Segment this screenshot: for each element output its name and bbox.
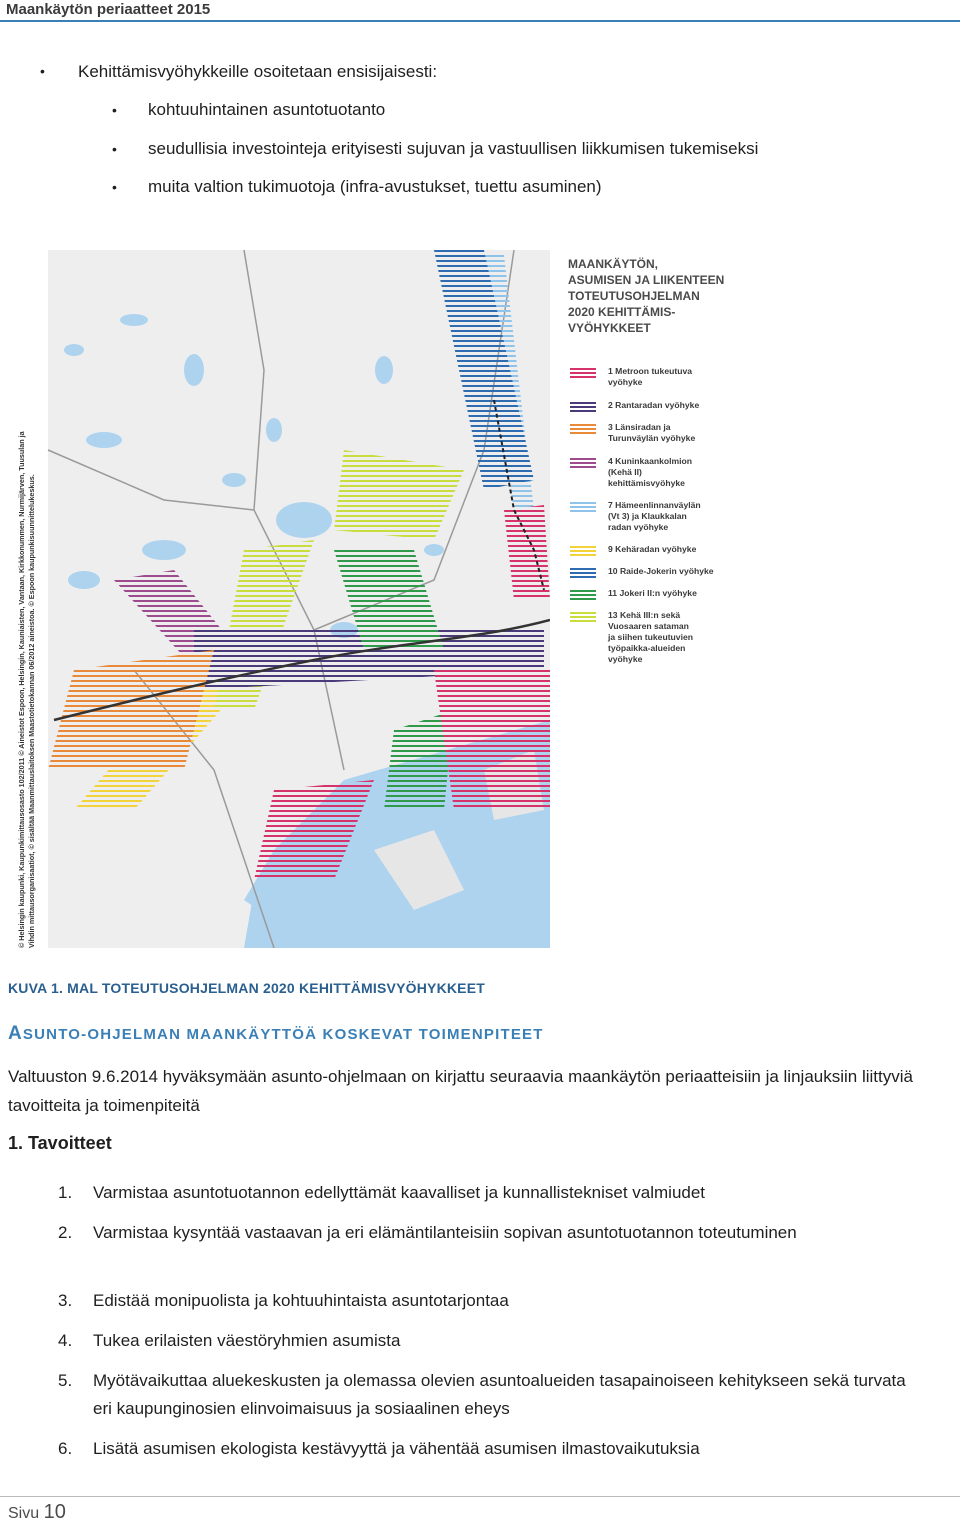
lake bbox=[222, 473, 246, 487]
goal-number: 4. bbox=[58, 1331, 73, 1350]
header-title: Maankäytön periaatteet 2015 bbox=[6, 1, 211, 18]
legend-label bbox=[608, 500, 701, 533]
legend-heading-line: MAANKÄYTÖN, bbox=[568, 257, 658, 271]
legend-label-line: työpaikka-alueiden bbox=[608, 643, 686, 653]
legend-label-line: vyöhyke bbox=[608, 654, 643, 664]
legend-label-line: (Vt 3) ja Klaukkalan bbox=[608, 511, 687, 521]
legend-label-line: vyöhyke bbox=[608, 377, 643, 387]
goal-item bbox=[58, 1287, 918, 1315]
section-heading bbox=[8, 1023, 544, 1045]
goal-number: 2. bbox=[58, 1223, 73, 1242]
credit-line-2: Vihdin mittausorganisaatiot, © sisältää Maanmittauslaitoksen Maastotietokannan 06/2012 aineistoa. © Espoon kaupunkisuunnittelukeskus. bbox=[27, 474, 36, 948]
goal-item bbox=[58, 1219, 918, 1247]
bullet-marker: • bbox=[112, 141, 117, 157]
bullet-item: Kehittämisvyöhykkeille osoitetaan ensisijaisesti: bbox=[78, 62, 438, 81]
legend-label-line: ja siihen tukeutuvien bbox=[608, 632, 694, 642]
legend-label bbox=[608, 588, 697, 599]
goal-text: Myötävaikuttaa aluekeskusten ja olemassa olevien asuntoalueiden tasapainoiseen kehitykseen sekä turvata eri kaupunginosien elinvoimaisuus ja sosiaalinen eheys bbox=[93, 1371, 906, 1418]
legend-label-line: 1 Metroon tukeutuva bbox=[608, 366, 693, 376]
legend-swatch bbox=[570, 502, 596, 512]
bullet-item: seudullisia investointeja erityisesti sujuvan ja vastuullisen liikkumisen tukemiseksi bbox=[148, 139, 759, 158]
legend-label-line: 7 Hämeenlinnanväylän bbox=[608, 500, 701, 510]
goal-item bbox=[58, 1327, 918, 1355]
legend-label-line: 11 Jokeri II:n vyöhyke bbox=[608, 588, 697, 598]
legend-swatch bbox=[570, 458, 596, 468]
bullet-item: kohtuuhintainen asuntotuotanto bbox=[148, 100, 386, 119]
legend-label-line: 4 Kuninkaankolmion bbox=[608, 456, 693, 466]
footer-rule bbox=[0, 1496, 960, 1497]
legend-heading-line: ASUMISEN JA LIIKENTEEN bbox=[568, 273, 725, 287]
legend-swatch bbox=[570, 368, 596, 378]
bullet-marker: • bbox=[112, 102, 117, 118]
legend-heading bbox=[568, 256, 768, 336]
legend-label bbox=[608, 544, 696, 555]
legend-label-line: (Kehä II) bbox=[608, 467, 642, 477]
legend-swatch bbox=[570, 402, 596, 412]
legend-label-line: Turunväylän vyöhyke bbox=[608, 433, 696, 443]
legend-heading-line: 2020 KEHITTÄMIS- bbox=[568, 305, 676, 319]
legend-label-line: 2 Rantaradan vyöhyke bbox=[608, 400, 700, 410]
map-legend bbox=[568, 256, 768, 336]
map-credit bbox=[17, 430, 36, 948]
lake bbox=[276, 502, 332, 538]
footer-label: Sivu bbox=[8, 1505, 40, 1522]
legend-label-line: kehittämisvyöhyke bbox=[608, 478, 685, 488]
goal-text: Tukea erilaisten väestöryhmien asumista bbox=[93, 1331, 401, 1350]
legend-label-line: 10 Raide-Jokerin vyöhyke bbox=[608, 566, 714, 576]
legend-swatch bbox=[570, 568, 596, 578]
legend-swatch bbox=[570, 424, 596, 434]
legend-label bbox=[608, 400, 699, 411]
legend-heading-line: TOTEUTUSOHJELMAN bbox=[568, 289, 700, 303]
lake bbox=[142, 540, 186, 560]
legend-label bbox=[608, 422, 695, 444]
goal-item bbox=[58, 1179, 918, 1207]
development-zones-map bbox=[14, 250, 550, 948]
section-rest: SUNTO-OHJELMAN MAANKÄYTTÖÄ KOSKEVAT TOIMENPITEET bbox=[22, 1026, 544, 1043]
legend-label-line: 9 Kehäradan vyöhyke bbox=[608, 544, 697, 554]
goals-heading: 1. Tavoitteet bbox=[8, 1133, 112, 1153]
goal-item bbox=[58, 1435, 918, 1463]
lake bbox=[68, 571, 100, 589]
lake bbox=[64, 344, 84, 356]
legend-label-line: Vuosaaren sataman bbox=[608, 621, 689, 631]
goal-text: Edistää monipuolista ja kohtuuhintaista asuntotarjontaa bbox=[93, 1291, 509, 1310]
section-initial: A bbox=[8, 1023, 23, 1044]
goal-text: Varmistaa asuntotuotannon edellyttämät kaavalliset ja kunnallistekniset valmiudet bbox=[93, 1183, 706, 1202]
page-number: 10 bbox=[43, 1501, 66, 1523]
credit-line-1: © Helsingin kaupunki, Kaupunkimittausosasto 102/2011 © Aineistot Espoon, Helsingin, Kauniaisten, Vantaan, Kirkkonummen, Nurmijärven, Tuusulan ja bbox=[17, 431, 26, 948]
lake bbox=[86, 432, 122, 448]
legend-label bbox=[608, 610, 693, 665]
goal-text: Varmistaa kysyntää vastaavan ja eri elämäntilanteisiin sopivan asuntotuotannon toteutuminen bbox=[93, 1223, 797, 1242]
bullet-marker: • bbox=[112, 179, 117, 195]
goal-number: 6. bbox=[58, 1439, 73, 1458]
goal-number: 3. bbox=[58, 1291, 73, 1310]
legend-label-line: 3 Länsiradan ja bbox=[608, 422, 671, 432]
legend-label bbox=[608, 366, 692, 388]
goal-number: 5. bbox=[58, 1371, 73, 1390]
page-footer bbox=[8, 1501, 66, 1524]
lake bbox=[266, 418, 282, 442]
lake bbox=[120, 314, 148, 326]
lake bbox=[424, 544, 444, 556]
goal-number: 1. bbox=[58, 1183, 73, 1202]
legend-label-line: 13 Kehä III:n sekä bbox=[608, 610, 681, 620]
zone-1-band-east bbox=[434, 670, 550, 810]
bullet-item: muita valtion tukimuotoja (infra-avustukset, tuettu asuminen) bbox=[148, 177, 602, 196]
legend-swatch bbox=[570, 612, 596, 622]
legend-swatch bbox=[570, 546, 596, 556]
legend-label bbox=[608, 566, 714, 577]
page-header bbox=[0, 0, 960, 20]
goal-text: Lisätä asumisen ekologista kestävyyttä ja vähentää asumisen ilmastovaikutuksia bbox=[93, 1439, 700, 1458]
header-rule bbox=[0, 20, 960, 22]
goal-item bbox=[58, 1367, 918, 1423]
lake bbox=[375, 356, 393, 384]
bullet-marker: • bbox=[40, 63, 45, 79]
legend-label bbox=[608, 456, 692, 489]
legend-heading-line: VYÖHYKKEET bbox=[568, 321, 651, 335]
legend-swatch bbox=[570, 590, 596, 600]
body-paragraph: Valtuuston 9.6.2014 hyväksymään asunto-ohjelmaan on kirjattu seuraavia maankäytön periaatteisiin ja linjauksiin liittyviä tavoitteita ja toimenpiteitä bbox=[8, 1067, 913, 1115]
figure-caption: KUVA 1. MAL TOTEUTUSOHJELMAN 2020 KEHITTÄMISVYÖHYKKEET bbox=[8, 980, 486, 996]
legend-label-line: radan vyöhyke bbox=[608, 522, 669, 532]
lake bbox=[184, 354, 204, 386]
